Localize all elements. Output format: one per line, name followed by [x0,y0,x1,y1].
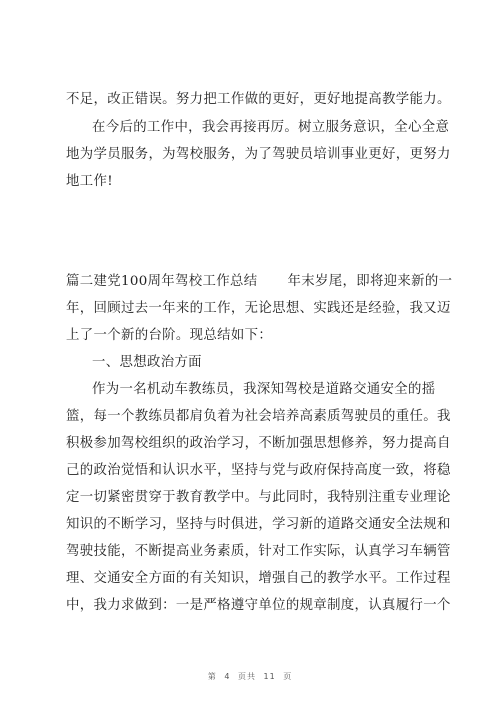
section-title-line [66,272,453,292]
paragraph-line: 作为一名机动车教练员，我深知驾校是道路交通安全的摇 [92,382,436,397]
footer-total-pages: 11 [263,672,276,681]
footer-suffix: 页 [283,672,293,681]
paragraph-line: 地工作! [66,174,113,189]
paragraph-line: 知识的不断学习，坚持与时俱进，学习新的道路交通安全法规和 [66,517,451,532]
paragraph-line: 定一切紧密贯穿于教育教学中。与此同时，我特别注重专业理论 [66,490,451,505]
section-title: 篇二建党100周年驾校工作总结 [66,274,258,289]
paragraph-line: 在今后的工作中，我会再接再厉。树立服务意识，全心全意 [92,120,450,135]
footer-prefix: 第 [207,672,217,681]
paragraph-line: 篮，每一个教练员都肩负着为社会培养高素质驾驶员的重任。我 [66,409,451,424]
page-footer [0,671,500,682]
paragraph-line: 年，回顾过去一年来的工作，无论思想、实践还是经验，我又迈 [66,301,451,316]
footer-middle: 页共 [237,672,256,681]
paragraph-line: 地为学员服务，为驾校服务，为了驾驶员培训事业更好，更努力 [66,147,451,162]
footer-page-number: 4 [224,672,231,681]
paragraph-line: 驾驶技能，不断提高业务素质，针对工作实际，认真学习车辆管 [66,544,451,559]
paragraph-line: 中，我力求做到：一是严格遵守单位的规章制度，认真履行一个 [66,598,451,613]
paragraph-line: 理、交通安全方面的有关知识，增强自己的教学水平。工作过程 [66,571,451,586]
paragraph-line: 积极参加驾校组织的政治学习，不断加强思想修养，努力提高自 [66,436,451,451]
subsection-heading: 一、思想政治方面 [92,355,202,370]
paragraph-line: 上了一个新的台阶。现总结如下： [66,328,273,343]
paragraph-line: 己的政治觉悟和认识水平，坚持与党与政府保持高度一致，将稳 [66,463,451,478]
paragraph-line: 不足，改正错误。努力把工作做的更好，更好地提高教学能力。 [66,92,451,107]
paragraph-text: 年末岁尾，即将迎来新的一 [287,274,453,289]
